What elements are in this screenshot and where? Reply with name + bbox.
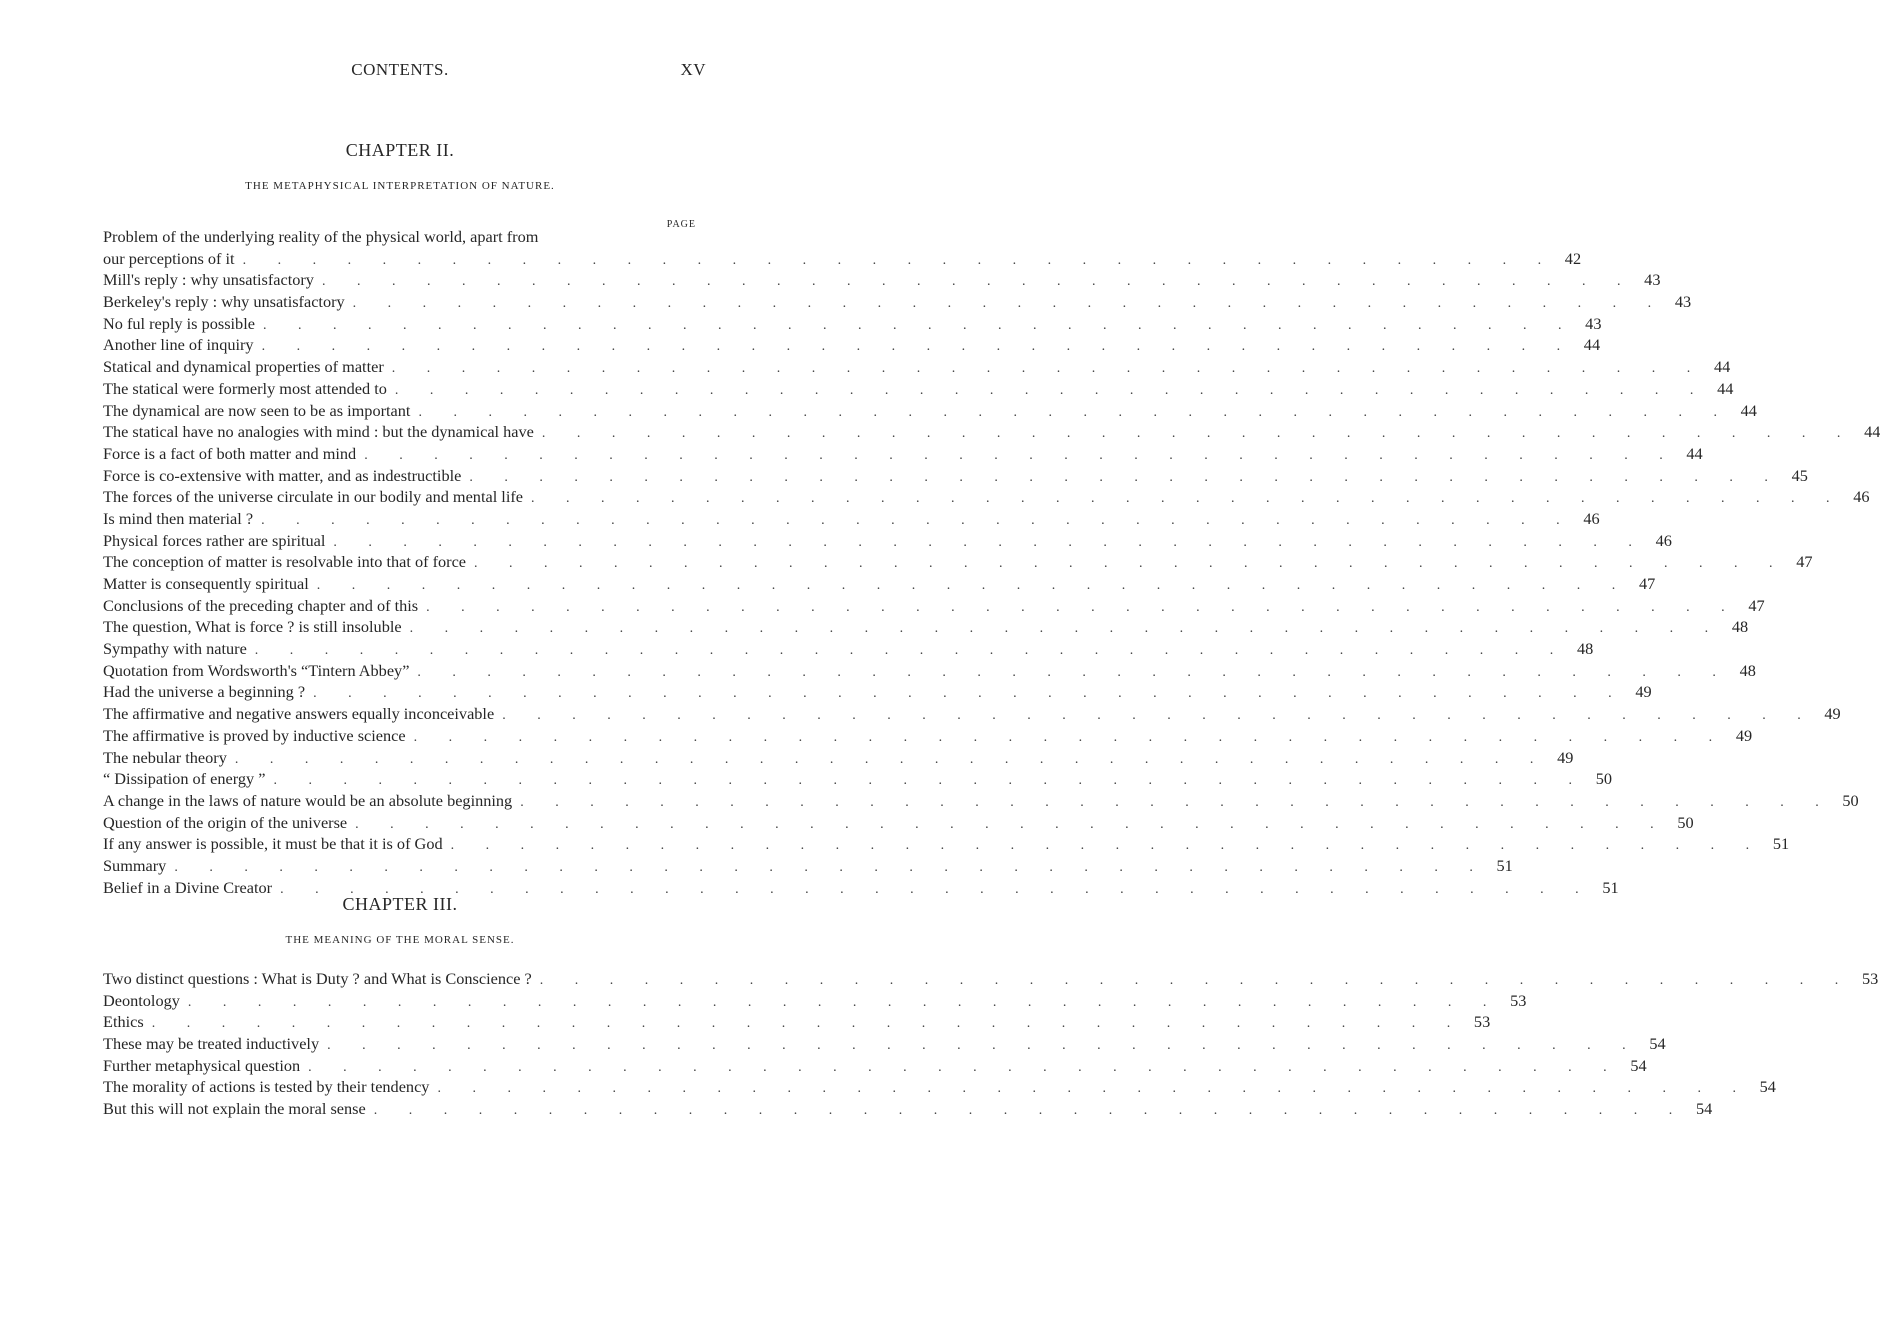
dot-leader: . . . . . . . . . . . . . . . . . . . . . . . . . . . . . . . . . . . . . . xyxy=(187,994,1501,1010)
dot-leader: . . . . . . . . . . . . . . . . . . . . . . . . . . . . . . . . . . . . . . xyxy=(450,838,1764,854)
toc-entry-text: Force is co-extensive with matter, and as indestructible xyxy=(103,465,462,485)
toc-entry-text: If any answer is possible, it must be that it is of God xyxy=(103,834,443,854)
toc-entry-page: 53 xyxy=(1861,969,1879,988)
dot-leader: . . . . . . . . . . . . . . . . . . . . . . . . . . . . . . . . . . . . . . xyxy=(520,794,1833,810)
toc-entry-text: The affirmative is proved by inductive science xyxy=(103,725,406,745)
toc-entry-page: 50 xyxy=(1677,812,1694,832)
dot-leader: . . . . . . . . . . . . . . . . . . . . . . . . . . . . . . . . . . . . . . xyxy=(418,404,1731,420)
toc-entry-text: But this will not explain the moral sense xyxy=(103,1099,366,1119)
toc-entry-text: Summary xyxy=(103,855,167,875)
dot-leader: . . . . . . . . . . . . . . . . . . . . . . . . . . . . . . . . . . . . . . xyxy=(242,252,1556,268)
toc-entry xyxy=(103,1076,1776,1098)
toc-entry-page: 51 xyxy=(1772,834,1790,854)
toc-entry-text: Matter is consequently spiritual xyxy=(103,574,309,593)
toc-entry xyxy=(103,508,1600,530)
toc-entry xyxy=(103,790,1859,812)
toc-entry xyxy=(103,855,1513,877)
toc-entry xyxy=(103,833,1790,855)
toc-entry-text: Ethics xyxy=(103,1012,144,1032)
dot-leader: . . . . . . . . . . . . . . . . . . . . . . . . . . . . . . . . . . . . . . xyxy=(262,317,1576,333)
toc-entry-text: A change in the laws of nature would be an absolute beginning xyxy=(103,790,513,810)
dot-leader: . . . . . . . . . . . . . . . . . . . . . . . . . . . . . . . . . . . . . . xyxy=(308,1059,1621,1075)
toc-entry xyxy=(103,725,1753,747)
toc-entry-page: 42 xyxy=(1564,248,1582,268)
dot-leader: . . . . . . . . . . . . . . . . . . . . . . . . . . . . . . . . . . . . . . xyxy=(531,491,1844,507)
toc-entry-page: 48 xyxy=(1577,639,1594,659)
running-head xyxy=(0,60,800,84)
toc-entry-page: 45 xyxy=(1791,465,1808,485)
toc-entry-text: Had the universe a beginning ? xyxy=(103,682,306,702)
dot-leader: . . . . . . . . . . . . . . . . . . . . . . . . . . . . . . . . . . . . . . xyxy=(502,708,1815,724)
toc-entry-page: 44 xyxy=(1713,357,1731,377)
dot-leader: . . . . . . . . . . . . . . . . . . . . . . . . . . . . . . . . . . . . . . xyxy=(364,447,1677,463)
toc-entry-text: The statical were formerly most attended to xyxy=(103,378,387,398)
toc-entry-text: Force is a fact of both matter and mind xyxy=(103,443,357,463)
toc-entry-text: Is mind then material ? xyxy=(103,508,254,528)
toc-entry-text: our perceptions of it xyxy=(103,248,235,268)
toc-entry xyxy=(103,616,1749,638)
toc-entry xyxy=(103,638,1594,660)
toc-entry-page: 44 xyxy=(1686,443,1703,463)
dot-leader: . . . . . . . . . . . . . . . . . . . . . . . . . . . . . . . . . . . . . . xyxy=(321,274,1635,290)
toc-entry-text: The forces of the universe circulate in our bodily and mental life xyxy=(103,487,523,507)
toc-entry-page: 46 xyxy=(1655,530,1672,550)
toc-entry-page: 51 xyxy=(1602,877,1619,897)
toc-entry xyxy=(103,1033,1666,1055)
toc-entry-page: 54 xyxy=(1695,1099,1713,1119)
toc-entry-page: 51 xyxy=(1496,855,1513,875)
toc-entry-page: 47 xyxy=(1796,552,1813,572)
chapter-2-heading: CHAPTER II. xyxy=(345,140,455,160)
dot-leader: . . . . . . . . . . . . . . . . . . . . . . . . . . . . . . . . . . . . . . xyxy=(280,881,1593,897)
toc-entry xyxy=(103,1011,1491,1033)
toc-entry-text: Berkeley's reply : why unsatisfactory xyxy=(103,292,345,312)
dot-leader: . . . . . . . . . . . . . . . . . . . . . . . . . . . . . . . . . . . . . . xyxy=(273,773,1586,789)
toc-entry-text: The conception of matter is resolvable into that of force xyxy=(103,552,467,572)
chapter-3-contents xyxy=(103,968,1879,1120)
toc-entry xyxy=(103,1055,1647,1077)
toc-entry-page: 54 xyxy=(1630,1055,1647,1075)
dot-leader: . . . . . . . . . . . . . . . . . . . . . . . . . . . . . . . . . . . . . . xyxy=(391,361,1705,377)
toc-entry-page: 48 xyxy=(1731,617,1749,637)
toc-entry xyxy=(103,269,1661,291)
toc-entry-text: Deontology xyxy=(103,990,180,1010)
dot-leader: . . . . . . . . . . . . . . . . . . . . . . . . . . . . . . . . . . . . . . xyxy=(254,643,1568,659)
toc-entry xyxy=(103,812,1694,834)
dot-leader: . . . . . . . . . . . . . . . . . . . . . . . . . . . . . . . . . . . . . . xyxy=(327,1038,1640,1054)
dot-leader: . . . . . . . . . . . . . . . . . . . . . . . . . . . . . . . . . . . . . . xyxy=(174,859,1487,875)
toc-entry xyxy=(103,291,1692,313)
dot-leader: . . . . . . . . . . . . . . . . . . . . . . . . . . . . . . . . . . . . . . xyxy=(234,751,1548,767)
toc-entry xyxy=(103,1098,1713,1120)
toc-entry-text: The dynamical are now seen to be as important xyxy=(103,400,411,420)
dot-leader: . . . . . . . . . . . . . . . . . . . . . . . . . . . . . . . . . . . . . . xyxy=(313,686,1626,702)
toc-entry-text: Statical and dynamical properties of matter xyxy=(103,357,384,377)
dot-leader: . . . . . . . . . . . . . . . . . . . . . . . . . . . . . . . . . . . . . . xyxy=(394,382,1708,398)
page-column-label: PAGE xyxy=(666,219,696,230)
toc-entry xyxy=(103,681,1652,703)
toc-entry-page: 47 xyxy=(1638,574,1656,593)
chapter-3-heading: CHAPTER III. xyxy=(342,894,458,914)
dot-leader: . . . . . . . . . . . . . . . . . . . . . . . . . . . . . . . . . . . . . . xyxy=(437,1081,1750,1097)
toc-entry xyxy=(103,968,1879,990)
dot-leader: . . . . . . . . . . . . . . . . . . . . . . . . . . . . . . . . . . . . . . xyxy=(352,296,1666,312)
toc-entry xyxy=(103,465,1808,487)
running-title: CONTENTS. xyxy=(351,60,449,79)
toc-entry xyxy=(103,378,1734,400)
toc-entry-page: 49 xyxy=(1824,704,1841,724)
toc-entry-page: 50 xyxy=(1842,790,1859,810)
toc-entry-text: Question of the origin of the universe xyxy=(103,812,348,832)
dot-leader: . . . . . . . . . . . . . . . . . . . . . . . . . . . . . . . . . . . . . . xyxy=(539,973,1853,988)
toc-entry-text: The question, What is force ? is still insoluble xyxy=(103,617,402,637)
dot-leader: . . . . . . . . . . . . . . . . . . . . . . . . . . . . . . . . . . . . . . xyxy=(316,578,1630,593)
toc-entry xyxy=(103,747,1574,769)
chapter-3-subtitle: THE MEANING OF THE MORAL SENSE. xyxy=(285,934,515,946)
running-page-number: XV xyxy=(680,60,706,79)
toc-entry-page: 53 xyxy=(1473,1012,1491,1032)
toc-entry-page: 54 xyxy=(1759,1077,1776,1097)
toc-entry-text: Sympathy with nature xyxy=(103,639,247,659)
dot-leader: . . . . . . . . . . . . . . . . . . . . . . . . . . . . . . . . . . . . . . xyxy=(151,1016,1465,1032)
dot-leader: . . . . . . . . . . . . . . . . . . . . . . . . . . . . . . . . . . . . . . xyxy=(261,512,1574,528)
toc-entry-page: 44 xyxy=(1717,378,1734,398)
toc-entry-page: 43 xyxy=(1674,292,1692,312)
dot-leader: . . . . . . . . . . . . . . . . . . . . . . . . . . . . . . . . . . . . . . xyxy=(474,556,1787,572)
toc-entry xyxy=(103,551,1813,573)
toc-entry-page: 43 xyxy=(1585,313,1602,333)
toc-entry xyxy=(103,990,1527,1012)
toc-entry-text: No ful reply is possible xyxy=(103,313,255,333)
toc-entry-text: The nebular theory xyxy=(103,747,227,767)
toc-entry-page: 47 xyxy=(1748,595,1765,615)
toc-entry-page: 44 xyxy=(1740,400,1757,420)
toc-entry-text: Further metaphysical question xyxy=(103,1055,301,1075)
toc-entry xyxy=(103,356,1731,378)
chapter-2-subtitle: THE METAPHYSICAL INTERPRETATION OF NATURE. xyxy=(245,180,555,192)
toc-entry xyxy=(103,400,1757,422)
toc-entry-page: 49 xyxy=(1635,682,1652,702)
toc-entry-page: 48 xyxy=(1739,660,1756,680)
toc-entry xyxy=(103,421,1880,443)
toc-entry xyxy=(103,313,1602,335)
dot-leader: . . . . . . . . . . . . . . . . . . . . . . . . . . . . . . . . . . . . . . xyxy=(469,469,1782,485)
toc-entry xyxy=(103,703,1841,725)
toc-entry xyxy=(103,443,1703,465)
toc-entry-page: 54 xyxy=(1649,1034,1666,1054)
toc-entry xyxy=(103,595,1765,617)
toc-entry-page: 43 xyxy=(1644,270,1661,290)
dot-leader: . . . . . . . . . . . . . . . . . . . . . . . . . . . . . . . . . . . . . . xyxy=(417,664,1730,680)
toc-entry-page: 53 xyxy=(1510,990,1527,1010)
dot-leader: . . . . . . . . . . . . . . . . . . . . . . . . . . . . . . . . . . . . . . xyxy=(409,621,1723,637)
toc-entry-text: Quotation from Wordsworth's “Tintern Abbey” xyxy=(103,660,410,680)
toc-entry-page: 44 xyxy=(1583,335,1601,355)
toc-entry xyxy=(103,248,1582,270)
toc-entry-page: 44 xyxy=(1864,422,1880,442)
toc-entry xyxy=(103,530,1672,552)
toc-entry-page: 49 xyxy=(1557,747,1574,767)
dot-leader: . . . . . . . . . . . . . . . . . . . . . . . . . . . . . . . . . . . . . . xyxy=(373,1103,1687,1119)
toc-entry xyxy=(103,660,1756,682)
toc-entry-text: Two distinct questions : What is Duty ? and What is Conscience ? xyxy=(103,969,532,988)
toc-entry-first-line xyxy=(103,226,686,248)
toc-entry-page: 46 xyxy=(1583,508,1600,528)
dot-leader: . . . . . . . . . . . . . . . . . . . . . . . . . . . . . . . . . . . . . . xyxy=(333,534,1646,550)
toc-entry-text: These may be treated inductively xyxy=(103,1034,320,1054)
toc-entry-page: 46 xyxy=(1853,487,1870,507)
toc-entry-page: 49 xyxy=(1735,725,1753,745)
toc-entry-text: The affirmative and negative answers equally inconceivable xyxy=(103,704,495,724)
toc-entry xyxy=(103,334,1601,356)
toc-entry-page: 50 xyxy=(1595,769,1612,789)
dot-leader: . . . . . . . . . . . . . . . . . . . . . . . . . . . . . . . . . . . . . . xyxy=(541,426,1855,442)
toc-entry xyxy=(103,486,1870,508)
toc-entry xyxy=(103,768,1612,790)
toc-entry-text: Another line of inquiry xyxy=(103,335,254,355)
toc-entry-text: Physical forces rather are spiritual xyxy=(103,530,326,550)
toc-entry-text: The statical have no analogies with mind : but the dynamical have xyxy=(103,422,534,442)
toc-entry-text: “ Dissipation of energy ” xyxy=(103,769,266,789)
toc-entry-text: The morality of actions is tested by their tendency xyxy=(103,1077,430,1097)
chapter-2-contents xyxy=(103,226,1880,898)
dot-leader: . . . . . . . . . . . . . . . . . . . . . . . . . . . . . . . . . . . . . . xyxy=(355,816,1668,832)
toc-entry xyxy=(103,573,1656,595)
toc-entry-text: Mill's reply : why unsatisfactory xyxy=(103,270,314,290)
dot-leader: . . . . . . . . . . . . . . . . . . . . . . . . . . . . . . . . . . . . . . xyxy=(426,599,1739,615)
dot-leader: . . . . . . . . . . . . . . . . . . . . . . . . . . . . . . . . . . . . . . xyxy=(261,339,1575,355)
dot-leader: . . . . . . . . . . . . . . . . . . . . . . . . . . . . . . . . . . . . . . xyxy=(413,729,1727,745)
toc-entry-text: Belief in a Divine Creator xyxy=(103,877,273,897)
toc-entry-text: Problem of the underlying reality of the physical world, apart from xyxy=(103,227,539,246)
toc-entry-text: Conclusions of the preceding chapter and of this xyxy=(103,595,419,615)
